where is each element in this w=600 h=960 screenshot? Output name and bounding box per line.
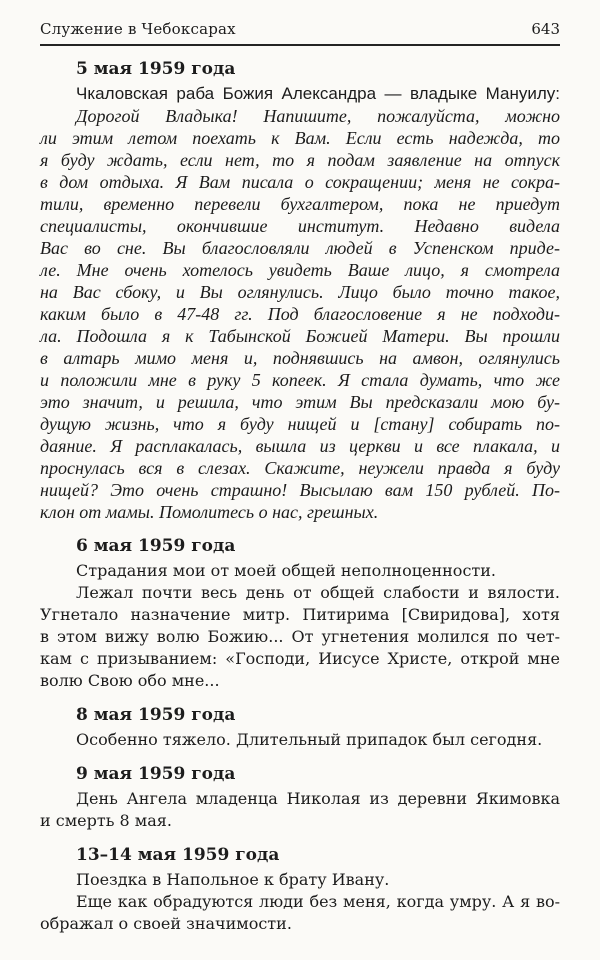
- text-line: и положили мне в руку 5 копеек. Я стала думать, что же: [40, 370, 560, 390]
- text-line: в алтарь мимо меня и, поднявшись на амвон, оглянулись: [40, 348, 560, 368]
- text-line: ли этим летом поехать к Вам. Если есть надежда, то: [40, 128, 560, 148]
- text-line: Вас во сне. Вы благословляли людей в Успенском приде-: [40, 238, 560, 258]
- text-line: ла. Подошла я к Табынской Божией Матери. Вы прошли: [40, 326, 560, 346]
- text-line: Поездка в Напольное к брату Ивану.: [76, 870, 390, 889]
- text-line: Дорогой Владыка! Напишите, пожалуйста, можно: [76, 106, 560, 126]
- entry-date: 5 мая 1959 года: [76, 59, 236, 79]
- entry-paragraph: [40, 560, 560, 582]
- text-line: тили, временно перевели бухгалтером, пока не приедут: [40, 194, 560, 214]
- text-line: кам с призыванием: «Господи, Иисусе Христе, открой мне: [40, 649, 560, 668]
- entry-date: 9 мая 1959 года: [76, 764, 236, 784]
- text-line: на Вас сбоку, и Вы оглянулись. Лицо было точно такое,: [40, 282, 560, 302]
- entry-8-may-1959: [40, 704, 560, 751]
- page-body: [40, 58, 560, 935]
- letter-attribution: Чкаловская раба Божия Александра — владыке Мануилу:: [76, 84, 560, 103]
- text-line: Угнетало назначение митр. Питирима [Свиридова], хотя: [40, 605, 560, 624]
- text-line: специалисты, окончившие институт. Недавно видела: [40, 216, 560, 236]
- text-line: волю Свою обо мне...: [40, 671, 220, 690]
- text-line: каким было в 47-48 гг. Под благословение я не подходи-: [40, 304, 560, 324]
- text-line: проснулась вся в слезах. Скажите, неужели правда я буду: [40, 458, 560, 478]
- text-line: Страдания мои от моей общей неполноценности.: [76, 561, 496, 580]
- entry-paragraph: [40, 582, 560, 692]
- entry-13-14-may-1959: [40, 844, 560, 935]
- text-line: и смерть 8 мая.: [40, 811, 172, 830]
- entry-paragraph: [40, 729, 560, 751]
- entry-date: 8 мая 1959 года: [76, 705, 236, 725]
- running-title: Служение в Чебоксарах: [40, 20, 236, 38]
- entry-paragraph: [40, 891, 560, 935]
- entry-paragraph: [40, 788, 560, 832]
- text-line: Лежал почти весь день от общей слабости и вялости.: [76, 583, 560, 602]
- entry-5-may-1959: [40, 58, 560, 523]
- entry-9-may-1959: [40, 763, 560, 832]
- text-line: в этом вижу волю Божию... От угнетения молился по чет-: [40, 627, 560, 646]
- entry-date: 6 мая 1959 года: [76, 536, 236, 556]
- text-line: ображал о своей значимости.: [40, 914, 292, 933]
- text-line: нищей? Это очень страшно! Высылаю вам 150 рублей. По-: [40, 480, 560, 500]
- entry-6-may-1959: [40, 535, 560, 692]
- text-line: День Ангела младенца Николая из деревни Якимовка: [76, 789, 560, 808]
- text-line: это значит, и решила, что этим Вы предсказали мою бу-: [40, 392, 560, 412]
- page-header: [40, 20, 560, 46]
- page-number: 643: [531, 20, 560, 38]
- text-line: Еще как обрадуются люди без меня, когда умру. А я во-: [76, 892, 560, 911]
- entry-date: 13–14 мая 1959 года: [76, 845, 280, 865]
- letter-text: [40, 105, 560, 523]
- text-line: ле. Мне очень хотелось увидеть Ваше лицо, я смотрела: [40, 260, 560, 280]
- text-line: я буду ждать, если нет, то я подам заявление на отпуск: [40, 150, 560, 170]
- text-line: в дом отдыха. Я Вам писала о сокращении; меня не сокра-: [40, 172, 560, 192]
- text-line: клон от мамы. Помолитесь о нас, грешных.: [40, 502, 379, 522]
- text-line: Особенно тяжело. Длительный припадок был сегодня.: [76, 730, 543, 749]
- text-line: дущую жизнь, что я буду нищей и [стану] собирать по-: [40, 414, 560, 434]
- entry-paragraph: [40, 869, 560, 891]
- text-line: даяние. Я расплакалась, вышла из церкви и все плакала, и: [40, 436, 560, 456]
